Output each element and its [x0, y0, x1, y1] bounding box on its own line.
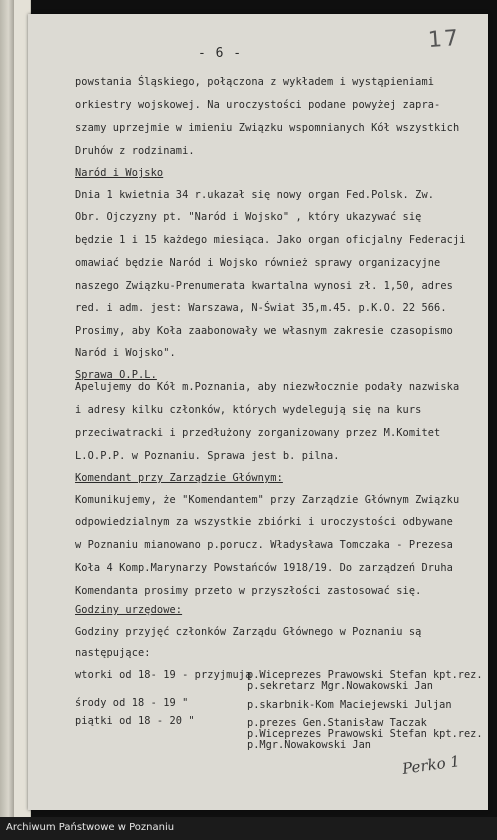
- text-line: red. i adm. jest: Warszawa, N-Świat 35,m.45. p.K.O. 22 566.: [75, 302, 447, 314]
- schedule-day: wtorki od 18- 19 - przyjmują: [75, 669, 252, 681]
- text-line: Godziny przyjęć członków Zarządu Głównego w Poznaniu są: [75, 626, 422, 638]
- text-line: omawiać będzie Naród i Wojsko również sprawy organizacyjne: [75, 257, 441, 269]
- text-line: Apelujemy do Kół m.Poznania, aby niezwłocznie podały nazwiska: [75, 381, 460, 393]
- section-heading: Komendant przy Zarządzie Głównym:: [75, 472, 283, 484]
- section-heading: Naród i Wojsko: [75, 167, 164, 179]
- text-line: Obr. Ojczyzny pt. "Naród i Wojsko" , który ukazywać się: [75, 211, 422, 223]
- handwritten-page-number: 17: [427, 25, 461, 54]
- text-line: następujące:: [75, 647, 151, 659]
- text-line: Naród i Wojsko".: [75, 347, 176, 359]
- schedule-person: p.Wiceprezes Prawowski Stefan kpt.rez.: [247, 728, 483, 740]
- schedule-day: środy od 18 - 19 ": [75, 697, 189, 709]
- binder-spine: [0, 0, 14, 817]
- text-line: przeciwatracki i przedłużony zorganizowany przez M.Komitet: [75, 427, 441, 439]
- text-line: Koła 4 Komp.Marynarzy Powstańców 1918/19. Do zarządzeń Druha: [75, 562, 453, 574]
- schedule-person: p.sekretarz Mgr.Nowakowski Jan: [247, 680, 433, 692]
- text-line: powstania Śląskiego, połączona z wykładem i wystąpieniami: [75, 76, 435, 88]
- text-line: odpowiedzialnym za wszystkie zbiórki i uroczystości odbywane: [75, 516, 453, 528]
- text-line: naszego Związku-Prenumerata kwartalna wynosi zł. 1,50, adres: [75, 280, 453, 292]
- text-line: orkiestry wojskowej. Na uroczystości podane powyżej zapra-: [75, 99, 441, 111]
- text-line: Komendanta prosimy przeto w przyszłości zastosować się.: [75, 585, 422, 597]
- schedule-person: p.skarbnik-Kom Maciejewski Juljan: [247, 699, 452, 711]
- section-heading: Godziny urzędowe:: [75, 604, 183, 616]
- text-line: Druhów z rodzinami.: [75, 145, 195, 157]
- text-line: w Poznaniu mianowano p.porucz. Władysława Tomczaka - Prezesa: [75, 539, 453, 551]
- archive-name: Archiwum Państwowe w Poznaniu: [6, 822, 175, 833]
- text-line: będzie 1 i 15 każdego miesiąca. Jako organ oficjalny Federacji: [75, 234, 466, 246]
- archive-footer: [0, 817, 497, 840]
- page-number: - 6 -: [198, 46, 243, 61]
- schedule-person: p.prezes Gen.Stanisław Taczak: [247, 717, 427, 729]
- schedule-day: piątki od 18 - 20 ": [75, 715, 195, 727]
- text-line: Prosimy, aby Koła zaabonowały we własnym zakresie czasopismo: [75, 325, 453, 337]
- text-line: Komunikujemy, że "Komendantem" przy Zarządzie Głównym Związku: [75, 494, 460, 506]
- text-line: i adresy kilku członków, których wydelegują się na kurs: [75, 404, 422, 416]
- text-line: L.O.P.P. w Poznaniu. Sprawa jest b. pilna.: [75, 450, 340, 462]
- schedule-person: p.Wiceprezes Prawowski Stefan kpt.rez.: [247, 669, 483, 681]
- text-line: Dnia 1 kwietnia 34 r.ukazał się nowy organ Fed.Polsk. Zw.: [75, 189, 435, 201]
- text-line: szamy uprzejmie w imieniu Związku wspomnianych Kół wszystkich: [75, 122, 460, 134]
- section-heading: Sprawa O.P.L.: [75, 369, 157, 381]
- schedule-person: p.Mgr.Nowakowski Jan: [247, 739, 371, 751]
- handwritten-signature: Perko 1: [401, 752, 461, 778]
